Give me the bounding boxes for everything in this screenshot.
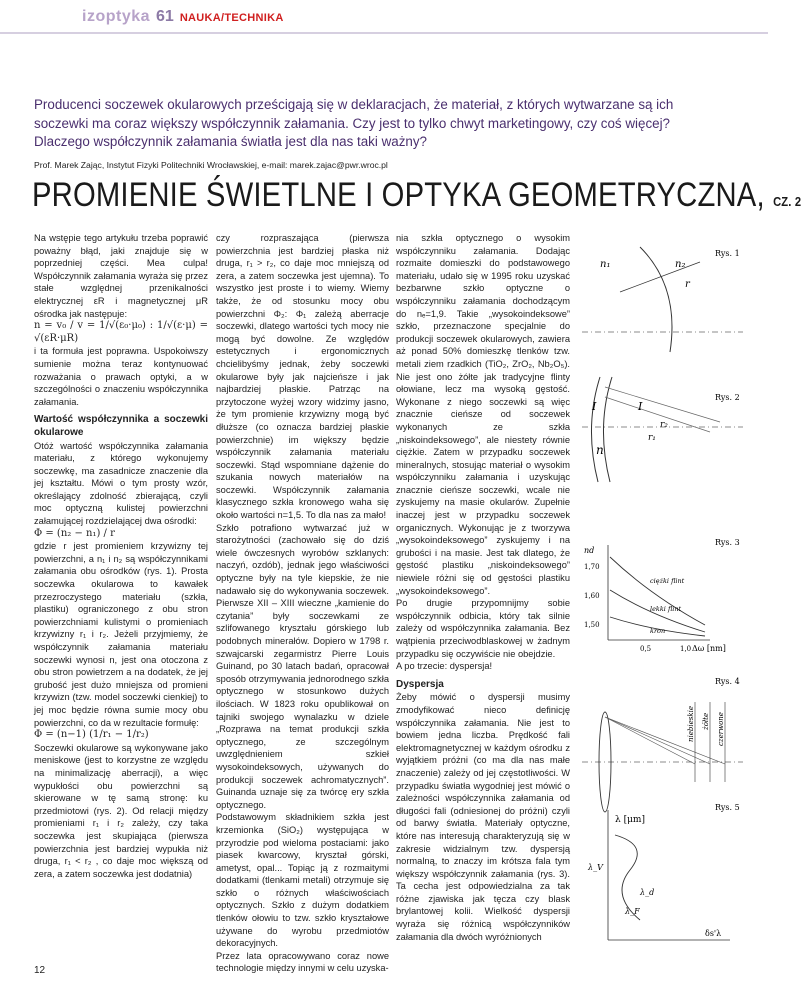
- lead-paragraph: Producenci soczewek okularowych prześcigają się w deklaracjach, że materiał, z których wytwarzane są ich soczewki ma coraz większy współczynnik załamania. Czy jest to tylko chwyt marketingowy, czy coś więcej? Dlaczego współczynnik załamania światła jest dla nas taki ważny?: [34, 97, 674, 149]
- subheading: Wartość współczynnika a soczewki okularowe: [34, 414, 208, 438]
- issue-number: 61: [156, 8, 174, 25]
- column-3: [396, 232, 570, 943]
- formula-thin-lens: Φ = (n−1) (1/r₁ − 1/r₂): [34, 729, 149, 741]
- paragraph: Podstawowym składnikiem szkła jest krzemionka (SiO₂) występująca w przyrodzie pod wieloma postaciami: jako piasek kwarcowy, kryształ górski, ametyst, opal... Topiąc ją z rozmaitymi dodatkami (tlenkami metali) otrzymuje się szkło o różnych właściwościach optycznych. Szkło z dużym dodatkiem tlenków ołowiu to tzw. szkło kryształowe używane do wyrobu przedmiotów dekoracyjnych.: [216, 812, 389, 949]
- formula-power: Φ = (n₂ − n₁) / r: [34, 527, 115, 539]
- fig2-I1: I: [592, 400, 597, 413]
- title-text: PROMIENIE ŚWIETLNE I OPTYKA GEOMETRYCZNA,: [32, 176, 765, 214]
- subheading: Dyspersja: [396, 678, 444, 690]
- fig5-ylabel: λ [μm]: [615, 815, 645, 825]
- fig3-xlabel: Δω [nm]: [692, 644, 726, 653]
- fig4-label: Rys. 4: [715, 677, 740, 686]
- column-2: [216, 232, 389, 975]
- paragraph: Na wstępie tego artykułu trzeba poprawić poważny błąd, jaki znajduje się w poprzedniej części. Mea culpa! Współczynnik załamania wyraża się przez stałe względnej przenikalności elektrycznej εR i magnetycznej μR ośrodka jak następuje:: [34, 233, 208, 319]
- fig3-tick-y3: 1,50: [584, 621, 600, 629]
- fig3-tick-x2: 1,0: [680, 645, 692, 653]
- fig2-r2: r₂: [660, 420, 668, 430]
- figure-3: [580, 535, 745, 665]
- paragraph: A po trzecie: dyspersja!: [396, 661, 493, 672]
- header-rule: [0, 32, 768, 34]
- paragraph: Po drugie przypomnijmy sobie współczynnik odbicia, który tak silnie zależy od współczynnika załamania. Bez wątpienia przeciwodblaskowej w żadnym przypadku się oczywiście nie obejdzie.: [396, 598, 570, 659]
- paragraph: Żeby mówić o dyspersji musimy zmodyfikować nieco definicję współczynnika załamania. Nie jest to bowiem jedna liczba. Prędkość fali elektromagnetycznej w każdym ośrodku z wyjątkiem próżni (co ma dla nas małe znaczenie) zależy od jej częstotliwości. W przypadku światła wygodniej jest mówić o zależności współczynnika załamania od długości fali (odniesionej do próżni) czyli od barwy światła. Materiały optyczne, które nas interesują charakteryzują się w zakresie widzialnym tzw. dyspersją normalną, to znaczy im krótsza fala tym większy współczynnik załamania (rys. 3). Ta cecha jest odpowiedzialna za tak różne zjawiska jak tęcza czy blask brylantowej kolii. Wielkość dyspersji wyraża się różnicą współczynników załamania dla dwóch wyróżnionych: [396, 692, 570, 942]
- fig3-series-light-flint: lekki flint: [650, 605, 682, 613]
- formula-refractive-index: n = v₀ / v = 1/√(ε₀·μ₀) : 1/√(ε·μ) = √(εR·μR): [34, 320, 208, 344]
- fig1-label: Rys. 1: [715, 249, 740, 258]
- paragraph: nia szkła optycznego o wysokim współczynniku załamania. Dodając rozmaite domieszki do podstawowego materiału, udało się w 1995 roku uzyskać bezbarwne szkło optyczne o współczynniku załamania dochodzącym do nₑ=1,9. Takie „wysokoindeksowe” szkło, przeznaczone specjalnie do produkcji soczewek okularowych, zawiera aż ponad 50% domieszkę tlenków tzw. metali ziem rzadkich (TiO₂, ZrO₂, Nb₂O₅). Nie jest ono żółte jak tradycyjne flinty ołowiane, lecz ma wysoką gęstość. Wykonane z niego soczewki są więc znacznie cieńsze od soczewek wykonanych ze szkła „niskoindeksowego”, ale niestety równie ciężkie. Zatem w przypadku soczewek mineralnych, stosując materiał o wysokim współczynniku załamania i uzyskując znacznie cieńsze soczewki, wcale nie zyskujemy na masie okularów. Zupełnie inaczej jest w przypadku soczewek organicznych. Wykonując je z tworzywa „wysokoindeksowego” zyskujemy i na grubości i na masie. Jest tak dlatego, że gęstość plastiku „niskoindeksowego” niewiele różni się od gęstości plastiku „wysokoindeksowego”.: [396, 233, 570, 596]
- fig3-tick-y2: 1,60: [584, 592, 600, 600]
- fig3-series-crown: kron: [650, 627, 666, 635]
- paragraph: i ta formuła jest poprawna. Uspokoiwszy sumienie można teraz kontynuować rozważania o prawach optyki, a w szczególności o znaczeniu współczynnika załamania.: [34, 346, 208, 407]
- fig5-lambda-f: λ_F: [625, 907, 640, 916]
- fig2-r1: r₁: [648, 433, 656, 443]
- title-part: CZ. 2: [773, 194, 801, 209]
- fig5-xlabel: δs'λ: [705, 929, 722, 938]
- paragraph: czy rozpraszająca (pierwsza powierzchnia jest bardziej płaska niż druga, r₁ > r₂, co daje moc mniejszą od zera, a zatem soczewka jest ujemna). To wszystko jest proste i to wiemy. Wiemy także, że od stosunku mocy obu powierzchni Φ₂: Φ₁ zależą aberracje soczewki, dlatego wartości tych mocy nie mogą być dowolne. Ze względów estetycznych i ergonomicznych chcielibyśmy jednak, żeby soczewki okularowe były jak najcieńsze i jak najbardziej płaskie. Patrząc na przytoczone wyżej wzory widzimy jasno, że tym promienie krzywizny mogą być dłuższe (co oznacza bardziej płaskie powierzchnie) im większy będzie współczynnik załamania materiału soczewki. Stąd wspomniane dążenie do szukania nowych materiałów na soczewki. Współczynnik załamania klasycznego szkła kronowego waha się około wartości n=1,5. To dla nas za mało!: [216, 233, 389, 521]
- fig1-n1: n₁: [600, 259, 611, 270]
- paragraph: Soczewki okularowe są wykonywane jako meniskowe (jest to korzystne ze względu na minimalizację aberracji), a więc wypukłości obu powierzchni są skierowane w tę samą stronę: ku przedmiotowi (rys. 2). Od relacji między promieniami r₁ i r₂ zależy, czy taka soczewka jest skupiająca (pierwsza powierzchnia jest bardziej wypukła niż druga, r₁ < r₂ , co daje moc większą od zera, a zatem soczewka jest dodatnia): [34, 742, 208, 879]
- article-title: [32, 176, 801, 215]
- magazine-header: [82, 8, 284, 26]
- fig2-label: Rys. 2: [715, 393, 740, 402]
- section-name: NAUKA/TECHNIKA: [179, 12, 284, 24]
- fig1-n2: n₂: [675, 259, 686, 270]
- fig3-label: Rys. 3: [715, 538, 740, 547]
- fig5-lambda-v: λ_V: [588, 863, 603, 872]
- fig3-series-heavy-flint: ciężki flint: [650, 577, 685, 585]
- fig4-blue: niebieskie: [687, 706, 695, 742]
- fig3-tick-x1: 0,5: [640, 645, 652, 653]
- paragraph: gdzie r jest promieniem krzywizny tej powierzchni, a n₁ i n₂ są współczynnikami załamania obu ośrodków (rys. 1). Prosta soczewka okularowa to kawałek przezroczystego materiału (szkła, plastiku) ograniczonego z obu stron powierzchniami kulistymi o promieniach krzywizny r₁ i r₂. Jeżeli przyjmiemy, że współczynnik załamania materiału soczewki wynosi n, jest ona otoczona z obu stron powietrzem a na dodatek, że jej grubość jest dużo mniejsza od promieni krzywizn (tzw. model soczewki cienkiej) to jej moc będzie równa sumie mocy obu powierzchni, co da w rezultacie formułę:: [34, 541, 208, 728]
- magazine-logo: izoptyka: [82, 8, 151, 25]
- page-number: 12: [34, 965, 46, 976]
- figure-4: [580, 672, 745, 792]
- paragraph: Przez lata opracowywano coraz nowe technologie między innymi w celu uzyska-: [216, 950, 389, 974]
- fig5-lambda-d: λ_d: [640, 888, 655, 897]
- fig4-yellow: żółte: [702, 712, 710, 730]
- fig2-n: n: [596, 443, 604, 457]
- fig5-label: Rys. 5: [715, 803, 740, 812]
- figure-1: [580, 232, 745, 357]
- fig3-tick-y1: 1,70: [584, 563, 600, 571]
- paragraph: Otóż wartość współczynnika załamania materiału, z którego wykonujemy soczewkę, ma zasadnicze znaczenie dla jej kształtu. Mówi o tym prosty wzór, określający zdolność zbierającą, czyli moc optyczną kulistej powierzchni załamującej rozdzielającej dwa ośrodki:: [34, 440, 208, 527]
- figure-2: [580, 362, 745, 527]
- fig4-red: czerwone: [717, 712, 725, 746]
- author-line: Prof. Marek Zając, Instytut Fizyki Politechniki Wrocławskiej, e-mail: marek.zajac@pwr.wroc.pl: [34, 160, 388, 170]
- fig2-I2: I: [638, 400, 643, 413]
- fig1-r: r: [685, 279, 690, 290]
- column-1: [34, 232, 208, 880]
- figure-5: [580, 800, 745, 950]
- paragraph: Szkło potrafiono wytwarzać już w starożytności (zachowało się do dziś wiele ówczesnych wyrobów szklanych: naczyń, ozdób), jednak jego właściwości optyczne były na tyle kiepskie, że nie nadawało się do wykonywania soczewek. Pierwsze XII – XIII wieczne „kamienie do czytania” były soczewkami ze szlifowanego kryształu górskiego lub podobnych minerałów. Dopiero w 1798 r. szwajcarski zegarmistrz Pierre Louis Guinand, po 30 latach badań, opracował sposób otrzymywania jednorodnego szkła optycznego w stosunkowo dużych ilościach. W 1823 roku opublikował on tajniki swojego wynalazku w dziele „Rozprawa na temat produkcji szkła optycznego, ze szczególnym uwzględnieniem szkieł wysokoindeksowych, używanych do produkcji soczewek achromatycznych”. Guinanda uznaje się za twórcę ery szkła optycznego.: [216, 522, 389, 810]
- fig3-ylabel: nd: [584, 546, 595, 555]
